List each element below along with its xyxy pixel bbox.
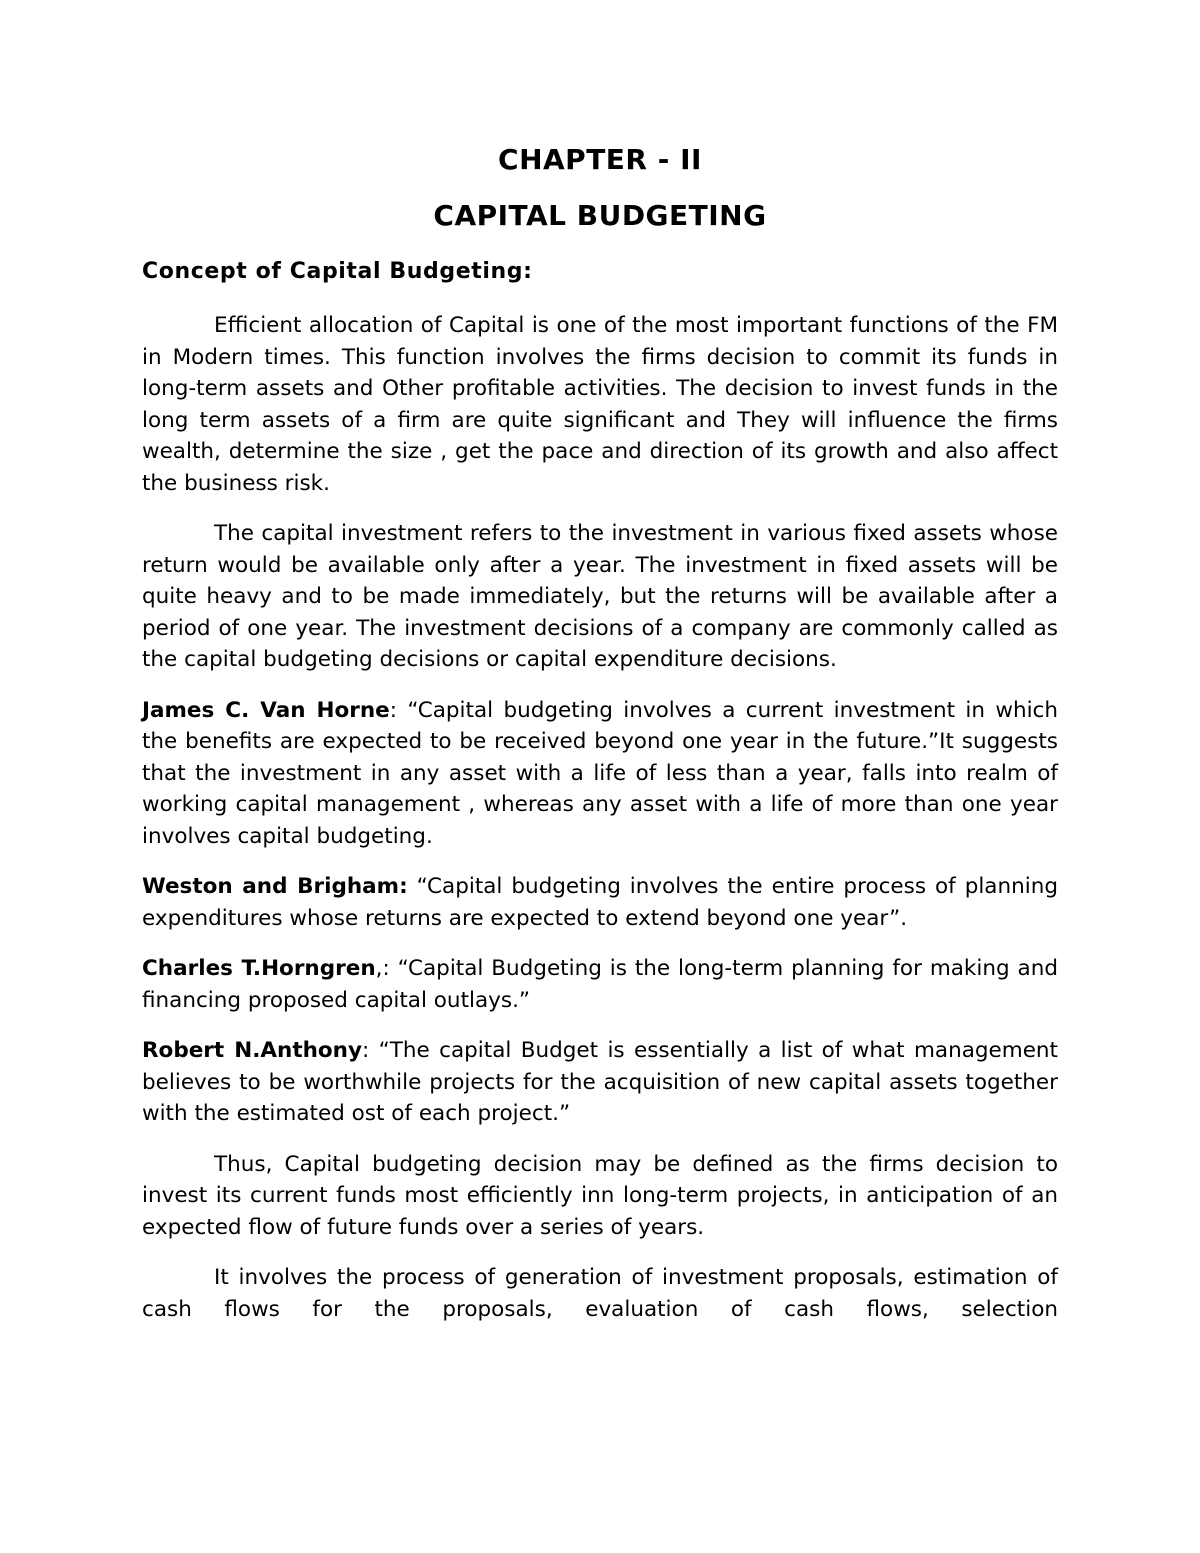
definition-anthony [142, 1035, 1058, 1130]
chapter-title: CAPITAL BUDGETING [433, 199, 767, 232]
paragraph-process: It involves the process of generation of investment proposals, estimation of cash flows for the proposals, evaluation of cash flows, selection [142, 1265, 1058, 1322]
document-page [142, 140, 1058, 1344]
definition-weston-brigham [142, 871, 1058, 934]
definition-anthony-text: : “The capital Budget is essentially a list of what management believes to be worthwhile projects for the acquisition of new capital assets together with the estimated ost of each project.” [142, 1038, 1058, 1126]
definition-van-horne [142, 695, 1058, 853]
definition-weston-brigham-text: “Capital budgeting involves the entire process of planning expenditures whose returns are expected to extend beyond one year”. [142, 874, 1058, 931]
paragraph-efficient-allocation: Efficient allocation of Capital is one of the most important functions of the FM in Modern times. This function involves the firms decision to commit its funds in long-term assets and Other profitable activities. The decision to invest funds in the long term assets of a firm are quite significant and They will influence the firms wealth, determine the size , get the pace and direction of its growth and also affect the business risk. [142, 313, 1058, 496]
concept-heading: Concept of Capital Budgeting: [142, 259, 533, 284]
paragraph-thus-capital-budgeting: Thus, Capital budgeting decision may be defined as the firms decision to invest its current funds most efficiently inn long-term projects, in anticipation of an expected flow of future funds over a series of years. [142, 1151, 1058, 1240]
author-anthony: Robert N.Anthony [142, 1038, 362, 1063]
author-van-horne: James C. Van Horne [142, 697, 390, 723]
author-weston-brigham: Weston and Brigham: [142, 874, 408, 899]
chapter-number: CHAPTER - II [498, 143, 702, 176]
author-horngren: Charles T.Horngren [142, 956, 376, 981]
definition-van-horne-text: : “Capital budgeting involves a current investment in which the benefits are expected to be received beyond one year in the future.”It suggests that the investment in any asset with a life of less than a year, falls into realm of working capital management , whereas any asset with a life of more than one year involves capital budgeting. [142, 697, 1058, 849]
definition-horngren-text: ,: “Capital Budgeting is the long-term planning for making and financing proposed capital outlays.” [142, 956, 1058, 1013]
paragraph-capital-investment: The capital investment refers to the investment in various fixed assets whose return would be available only after a year. The investment in fixed assets will be quite heavy and to be made immediately, but the returns will be available after a period of one year. The investment decisions of a company are commonly called as the capital budgeting decisions or capital expenditure decisions. [142, 521, 1058, 672]
definition-horngren [142, 953, 1058, 1016]
